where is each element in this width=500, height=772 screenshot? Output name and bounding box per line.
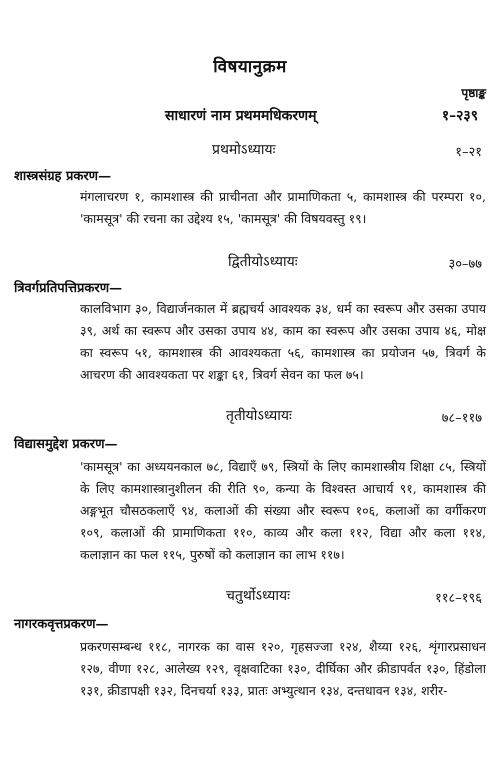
section-text: मंगलाचरण १, कामशास्त्र की प्राचीनता और प्रामाणिकता ५, कामशास्त्र की परम्परा १०, 'कामसूत्र' की रचना का उद्देश्य १५, 'कामसूत्र' की विषयवस्तु १९। bbox=[80, 189, 486, 226]
section-text: प्रकरणसम्बन्ध ११८, नागरक का वास १२०, गृहसज्जा १२४, शैय्या १२६, शृंगारप्रसाधन १२७, वीणा १२८, आलेख्य १२९, वृक्षवाटिका १३०, दीर्घिका और क्रीडापर्वत १३०, हिंडोला १३१, क्रीडापक्षी १३२, दिनचर्या १३३, प्रातः अभ्युत्थान १३४, दन्तधावन १३४, शरीर- bbox=[80, 639, 486, 698]
part-page-range: १–२३९ bbox=[441, 108, 478, 124]
chapter-title: चतुर्थोऽध्यायः bbox=[226, 588, 290, 604]
section-title: शास्त्रसंग्रह प्रकरण— bbox=[14, 169, 112, 184]
section-contents bbox=[12, 456, 486, 566]
section-contents bbox=[12, 636, 486, 702]
chapter-page-range: ११८–१९६ bbox=[434, 591, 482, 606]
page-number-header: पृष्ठाङ्क bbox=[461, 86, 486, 100]
page-title: विषयानुक्रम bbox=[213, 57, 287, 77]
section-title: त्रिवर्गप्रतिपत्तिप्रकरण— bbox=[14, 281, 123, 296]
section-title: विद्यासमुद्देश प्रकरण— bbox=[14, 437, 118, 452]
chapter-title: द्वितीयोऽध्यायः bbox=[228, 254, 298, 270]
chapter-page-range: ३०–७७ bbox=[448, 257, 482, 272]
part-title: साधारणं नाम प्रथममधिकरणम् bbox=[165, 108, 317, 124]
section-text: कालविभाग ३०, विद्यार्जनकाल में ब्रह्मचर्य आवश्यक ३४, धर्म का स्वरूप और उसका उपाय ३९, अर्थ का स्वरूप और उसका उपाय ४४, काम का स्वरूप और उसका उपाय ४६, मोक्ष का स्वरूप ५१, कामशास्त्र की आवश्यकता ५६, कामशास्त्र का प्रयोजन ५७, त्रिवर्ग के आचरण की आवश्यकता पर शङ्का ६१, त्रिवर्ग सेवन का फल ७५। bbox=[80, 301, 486, 382]
section-contents bbox=[12, 298, 486, 386]
chapter-page-range: ७८–११७ bbox=[441, 411, 482, 426]
section-contents bbox=[12, 186, 486, 230]
chapter-page-range: १–२१ bbox=[455, 145, 482, 160]
chapter-title: तृतीयोऽध्यायः bbox=[226, 408, 292, 424]
section-text: 'कामसूत्र' का अध्ययनकाल ७८, विद्याएँ ७९, स्त्रियों के लिए कामशास्त्रीय शिक्षा ८५, स्त्रियों के लिए कामशास्त्रानुशीलन की रीति ९०, कन्या के विश्वस्त आचार्य ९१, कामशास्त्र की अङ्गभूत चौसठकलाएँ ९४, कलाओं की संख्या और स्वरूप १०६, कलाओं का वर्गीकरण १०९, कलाओं की प्रामाणिकता ११०, काव्य और कला ११२, विद्या और कला ११४, कलाज्ञान का फल ११५, पुरुषों को कलाज्ञान का लाभ ११७। bbox=[80, 459, 486, 562]
chapter-title: प्रथमोऽध्यायः bbox=[212, 142, 276, 158]
section-title: नागरकवृत्तप्रकरण— bbox=[14, 617, 109, 632]
